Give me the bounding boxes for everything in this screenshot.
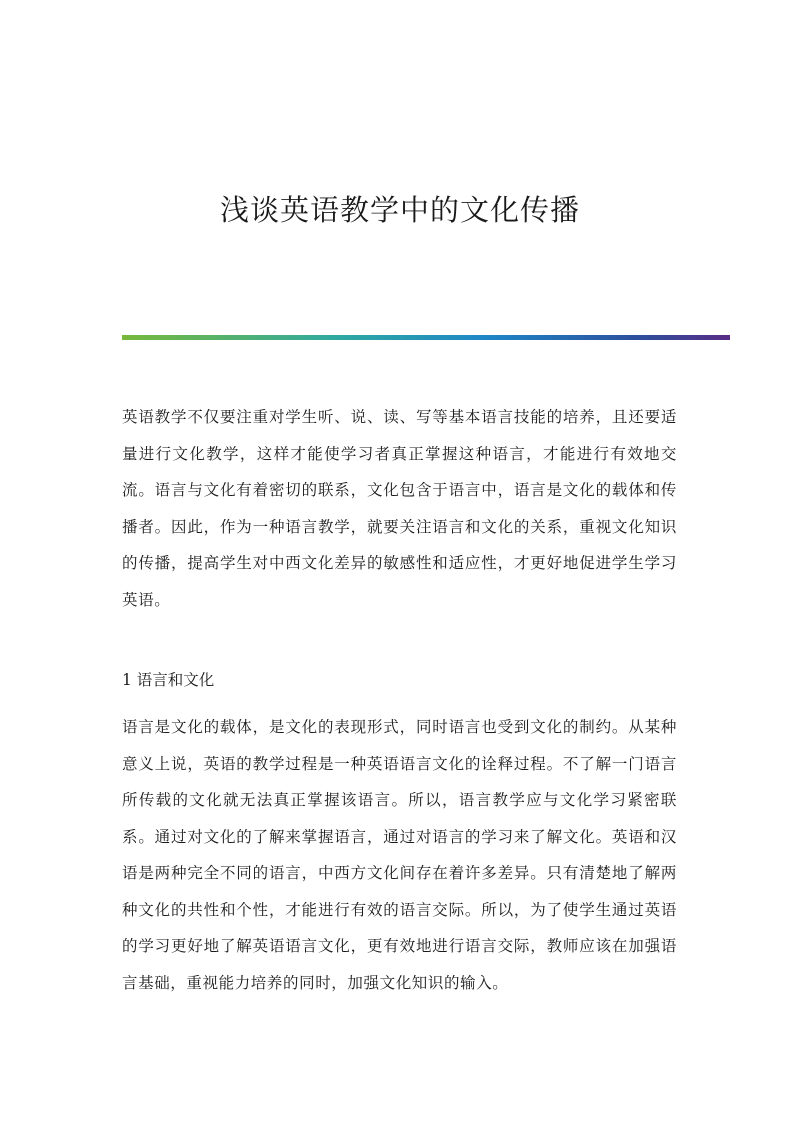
title-divider (122, 335, 730, 340)
page-title: 浅谈英语教学中的文化传播 (219, 193, 580, 227)
section-paragraph: 语言是文化的载体，是文化的表现形式，同时语言也受到文化的制约。从某种意义上说，英语的教学过程是一种英语语言文化的诠释过程。不了解一门语言所传载的文化就无法真正掌握该语言。所以，语言教学应与文化学习紧密联系。通过对文化的了解来掌握语言，通过对语言的学习来了解文化。英语和汉语是两种完全不同的语言，中西方文化间存在着许多差异。只有清楚地了解两种文化的共性和个性，才能进行有效的语言交际。所以，为了使学生通过英语的学习更好地了解英语语言文化，更有效地进行语言交际，教师应该在加强语言基础，重视能力培养的同时，加强文化知识的输入。 (122, 718, 677, 992)
intro-paragraph: 英语教学不仅要注重对学生听、说、读、写等基本语言技能的培养，且还要适量进行文化教学，这样才能使学习者真正掌握这种语言，才能进行有效地交流。语言与文化有着密切的联系，文化包含于语言中，语言是文化的载体和传播者。因此，作为一种语言教学，就要关注语言和文化的关系，重视文化知识的传播，提高学生对中西文化差异的敏感性和适应性，才更好地促进学生学习英语。 (122, 408, 677, 609)
section-heading: 1 语言和文化 (122, 671, 215, 689)
